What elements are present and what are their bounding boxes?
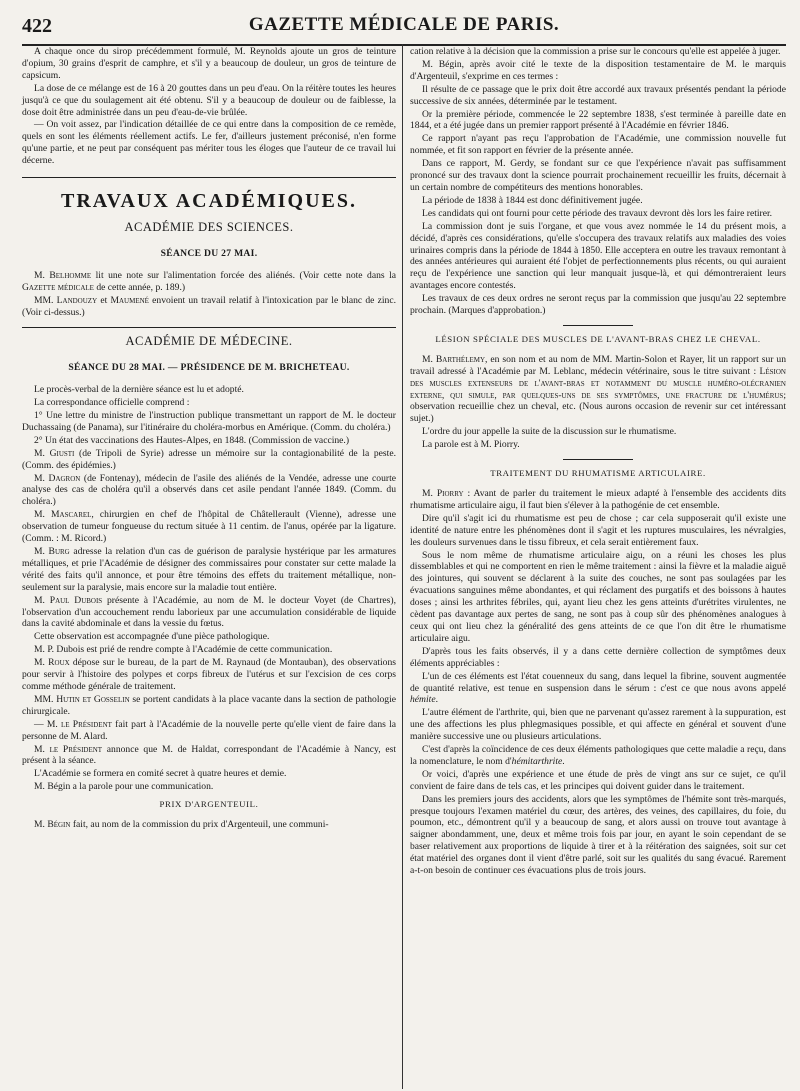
paragraph — [22, 744, 396, 768]
text: fait, au nom de la commission du prix d'Argenteuil, une communi- — [70, 819, 329, 831]
term: hémite — [410, 694, 436, 706]
paragraph — [22, 719, 396, 743]
seance-heading: SÉANCE DU 28 MAI. — PRÉSIDENCE DE M. BRICHETEAU. — [68, 362, 350, 374]
section-rule — [563, 325, 633, 326]
paragraph — [22, 473, 396, 509]
quoted-paragraph: Il résulte de ce passage que le prix doit être accordé aux travaux présentés pendant la période successive de six années, déterminée par le testament. — [410, 83, 786, 107]
section-rule — [22, 327, 396, 328]
text: présente à l'Académie, au nom de M. le docteur Voyet (de Chartres), l'observation d'un accouchement rendu laborieux par une accumulation considérable de liquide dans la cavité abdominale et dans la vessie du fœtus. — [22, 594, 396, 630]
person-name: M. Belhomme — [34, 269, 92, 281]
text: dépose sur le bureau, de la part de M. Raynaud (de Montauban), des observations pour servir à l'histoire des polypes et corps fibreux de l'utérus et sur l'excision de ces corps comme méthode générale de traitement. — [22, 657, 396, 692]
paragraph — [410, 488, 786, 512]
paragraph — [22, 509, 396, 545]
paragraph: Dans les premiers jours des accidents, alors que les symptômes de l'hémite sont très-marqués, presque toujours l'examen matériel du cœur, des artères, des veines, des capillaires, du foie, du poumon, etc., démontrent qu'il y a beaucoup de sang, et alors aussi on trouve tout avantage à saigner abondamment, une, deux et même trois fois par jour, en ayant le soin cependant de se baser relativement aux proportions de liquide à tirer et à la réitération des saignées, soit sur cet état matériel des organes dont il vient d'être parlé, soit sur les qualités du sang évacué. Rarement a-t-on besoin de continuer ces évacuations plus de trois jours. — [410, 793, 786, 877]
column-divider — [402, 44, 403, 1089]
paragraph: Le procès-verbal de la dernière séance est lu et adopté. — [34, 384, 244, 396]
paragraph: 2° Un état des vaccinations des Hautes-Alpes, en 1848. (Commission de vaccine.) — [34, 434, 350, 446]
text: et — [97, 294, 111, 306]
paragraph — [410, 671, 786, 707]
page-number: 422 — [22, 15, 52, 37]
text: : Avant de parler du traitement le mieux adapté à l'ensemble des accidents dits rhumatisme articulaire aigu, il faut bien s'élever à la pathogénie de cet ensemble. — [410, 488, 787, 511]
person-name: M. Barthélemy — [422, 353, 486, 365]
left-column — [22, 46, 396, 832]
paragraph: Les candidats qui ont fourni pour cette période des travaux devront dès lors les faire retirer. — [422, 207, 773, 219]
paragraph: La correspondance officielle comprend : — [34, 397, 190, 409]
subsection-heading: TRAITEMENT DU RHUMATISME ARTICULAIRE. — [490, 468, 706, 479]
paragraph: Les travaux de ces deux ordres ne seront reçus par la commission que jusqu'au 22 septembre prochain. (Marques d'approbation.) — [410, 293, 786, 317]
paragraph — [410, 354, 786, 425]
paragraph: Sous le nom même de rhumatisme articulaire aigu, on a réuni les choses les plus dissemblables et qui ne comportent en rien le même traitement : ainsi la fièvre et la maladie aiguë des jointures, qui souvent se déclarent à la suite des couches, ne sont pas soulagées par les évacuations sanguines même abondantes, et qui réclament des purgatifs et des boissons à hautes doses ; ainsi les arthrites fébriles, qui, ayant lieu chez les gens atteints d'urétrites virulentes, ne cèdent pas davantage aux pertes de sang, ne sont pas à coup sûr des phénomènes analogues à ceux qui ont lieu chez la généralité des gens atteints de ce que l'on dit être le rhumatisme articulaire aigu. — [410, 549, 786, 644]
section-rule — [22, 177, 396, 178]
paragraph: Or la première période, commencée le 22 septembre 1838, s'est terminée à pareille date en 1844, et a été jugée dans un premier rapport présenté à l'Académie en février 1846. — [410, 108, 786, 132]
paragraph: Ce rapport n'ayant pas reçu l'approbation de l'Académie, une commission nouvelle fut nommée, et fit son rapport en février de la présente année. — [410, 133, 786, 157]
paragraph: — On voit assez, par l'indication détaillée de ce qui entre dans la composition de ce remède, quels en sont les éléments réellement actifs. Le fer, d'ailleurs justement préconisé, n'en forme qu'une partie, et ne peut par conséquent pas mériter tous les éloges que l'auteur de ce travail lui décerne. — [22, 119, 396, 167]
person-name: M. Bégin — [34, 819, 71, 831]
paragraph — [22, 595, 396, 631]
paragraph — [22, 819, 396, 831]
text: (de Tripoli de Syrie) adresse un mémoire sur la contagionabilité de la peste. (Comm. des épidémies.) — [22, 447, 396, 471]
paragraph — [22, 694, 396, 718]
paragraph: M. Bégin a la parole pour une communication. — [34, 781, 214, 793]
subsection-heading: LÉSION SPÉCIALE DES MUSCLES DE L'AVANT-BRAS CHEZ LE CHEVAL. — [435, 333, 761, 344]
text: envoient un travail relatif à l'intoxication par le blanc de zinc. (Voir ci-dessus.) — [22, 294, 396, 318]
paragraph: L'Académie se formera en comité secret à quatre heures et demie. — [34, 768, 287, 780]
paragraph: La parole est à M. Piorry. — [422, 439, 520, 451]
academy-heading: ACADÉMIE DES SCIENCES. — [124, 219, 294, 234]
paragraph: Dire qu'il s'agit ici du rhumatisme est peu de chose ; car cela supposerait qu'il existe une identité de nature entre les phénomènes dont il s'agit et les ruptures musculaires, les névralgies, les douleurs survenues dans le tissu fibreux, et cela serait entièrement faux. — [410, 512, 786, 548]
journal-name: Gazette médicale — [22, 281, 94, 293]
newspaper-page — [22, 0, 786, 1091]
person-name: MM. Landouzy — [34, 294, 98, 306]
text: C'est d'après la coïncidence de ces deux éléments pathologiques que cette maladie a reçu, dans la nomenclature, le nom d' — [410, 744, 786, 767]
paragraph: A chaque once du sirop précédemment formulé, M. Reynolds ajoute un gros de teinture d'opium, 30 grains d'esprit de camphre, et s'il y a beaucoup de douleur, un gros de teinture de capsicum. — [22, 46, 396, 81]
paragraph: cation relative à la décision que la commission a prise sur le concours qu'elle est appelée à juger. — [410, 46, 781, 57]
paragraph: La commission dont je suis l'organe, et que vous avez nommée le 14 du présent mois, a décidé, d'après ces considérations, qu'elle s'occupera des travaux relatifs aux maladies des voies urinaires compris dans la période de 1844 à 1850. Elle acceptera en outre les travaux remontant à des années antérieures qui auraient été l'objet de perfectionnements plus récents, ou qui auraient reçu de l'expérience une sanction qui leur manquait jusque-là, et qui démontreraient leurs avantages encore contestés. — [410, 220, 786, 292]
term: hémitarthrite — [511, 755, 563, 767]
paragraph — [22, 546, 396, 594]
person-name: M. Burg — [34, 546, 70, 557]
paragraph: M. P. Dubois est prié de rendre compte à l'Académie de cette communication. — [34, 644, 333, 656]
text: de cette année, p. 189.) — [93, 281, 186, 293]
paragraph — [22, 295, 396, 319]
paragraph: Cette observation est accompagnée d'une pièce pathologique. — [34, 631, 270, 643]
academy-heading: ACADÉMIE DE MÉDECINE. — [125, 334, 293, 349]
paragraph: Dans ce rapport, M. Gerdy, se fondant sur ce que l'expérience n'avait pas suffisamment prononcé sur des travaux dont la science pourrait prochainement recueillir les fruits, décernait à un certain nombre de compétiteurs des mentions honorables. — [410, 158, 786, 193]
paragraph: La période de 1838 à 1844 est donc définitivement jugée. — [422, 194, 643, 206]
text: adresse la relation d'un cas de guérison de paralysie hystérique par les armatures métalliques, et prie l'Académie de désigner des commissaires pour constater sur cette malade la vérité des faits qu'il annonce, et pour être témoins des effets du traitement métallique, non-seulement sur la paralysie, mais encore sur la maladie tout entière. — [22, 546, 396, 593]
paragraph: L'autre élément de l'arthrite, qui, bien que ne parvenant qu'assez rarement à la suppuration, est une des affections les plus phlegmasiques possible, et qui affecte en général et souvent d'une manière successive une ou plusieurs articulations. — [410, 707, 786, 743]
text: lit une note sur l'alimentation forcée des aliénés. (Voir cette note dans la — [91, 269, 396, 281]
text: , en son nom et au nom de MM. Martin-Solon et Rayer, lit un rapport sur un travail adressé à l'Académie par M. Leblanc, médecin vétérinaire, sous le titre suivant : — [410, 353, 787, 377]
person-name: M. le Président — [34, 743, 103, 755]
person-name: — M. le Président — [34, 718, 112, 730]
text: . — [435, 694, 438, 706]
paragraph: La dose de ce mélange est de 16 à 20 gouttes dans un peu d'eau. On la réitère toutes les heures jusqu'à ce que du soulagement ait été obtenu. S'il y a beaucoup de douleur ou de faiblesse, la dose doit être administrée dans un peu d'eau-de-vie brûlée. — [22, 82, 396, 118]
paragraph: D'après tous les faits observés, il y a dans cette dernière collection de symptômes deux éléments appréciables : — [410, 645, 786, 669]
right-column — [410, 46, 786, 878]
person-name: M. Piorry — [422, 488, 464, 499]
text: se portent candidats à la place vacante dans la section de pathologie chirurgicale. — [22, 693, 396, 717]
text: , chirurgien en chef de l'hôpital de Châtellerault (Vienne), adresse une observation de tumeur fongueuse du rectum située à 11 centim. de l'anus, opérée par la ligature. (Comm. : M. Ricord.) — [22, 509, 396, 545]
text: (de Fontenay), médecin de l'asile des aliénés de la Vendée, adresse une courte analyse des cas de choléra qu'il a observés dans cet asile pendant l'année 1849. (Comm. du choléra.) — [22, 472, 396, 508]
paragraph — [22, 448, 396, 472]
paragraph — [22, 657, 396, 693]
seance-heading: SÉANCE DU 27 MAI. — [160, 247, 258, 259]
person-name: M. Paul Dubois — [34, 594, 103, 606]
paragraph — [410, 744, 786, 768]
text: L'un de ces éléments est l'état couenneux du sang, dans lequel la fibrine, souvent augmentée de quantité relative, est tenue en suspension dans le sérum : c'est ce que nous avons appelé — [410, 670, 786, 694]
page-header — [22, 4, 786, 44]
person-name: M. Dagron — [34, 472, 81, 484]
section-title: TRAVAUX ACADÉMIQUES. — [61, 190, 357, 213]
paragraph: M. Bégin, après avoir cité le texte de la disposition testamentaire de M. le marquis d'Argenteuil, s'exprime en ces termes : — [410, 58, 786, 82]
paragraph: Or voici, d'après une expérience et une étude de près de vingt ans sur ce sujet, ce qu'il convient de faire dans de tels cas, et les principes qui doivent guider dans le traitement. — [410, 768, 786, 792]
subsection-heading: PRIX D'ARGENTEUIL. — [159, 799, 259, 810]
section-rule — [563, 459, 633, 460]
paragraph: 1° Une lettre du ministre de l'instruction publique transmettant un rapport de M. le docteur Duchassaing (de Panama), sur l'itinéraire du choléra-morbus en Amérique. (Comm. du choléra.) — [22, 410, 396, 433]
paragraph — [22, 270, 396, 294]
text: fait part à l'Académie de la nouvelle perte qu'elle vient de faire dans la personne de M. Alard. — [22, 718, 396, 742]
person-name: M. Mascarel — [34, 509, 92, 521]
person-name: Maumené — [110, 294, 149, 306]
work-title: Lésion des muscles extenseurs de l'avant-bras et notamment du muscle huméro-olécranien externe, qui simule, par quelques-uns de ses symptômes, une fracture de l'humérus — [410, 365, 786, 401]
person-name: M. Roux — [34, 657, 70, 669]
paragraph: L'ordre du jour appelle la suite de la discussion sur le rhumatisme. — [422, 426, 677, 438]
person-name: M. Giusti — [34, 447, 75, 459]
text: ; observation recueillie chez un cheval, etc. (Nous aurons occasion de revenir sur cet intéressant sujet.) — [410, 389, 786, 425]
text: . — [562, 755, 565, 767]
masthead-title: GAZETTE MÉDICALE DE PARIS. — [248, 14, 560, 35]
person-name: MM. Hutin et Gosselin — [34, 693, 130, 705]
text: annonce que M. de Haldat, correspondant de l'Académie à Nancy, est présent à la séance. — [22, 743, 396, 767]
